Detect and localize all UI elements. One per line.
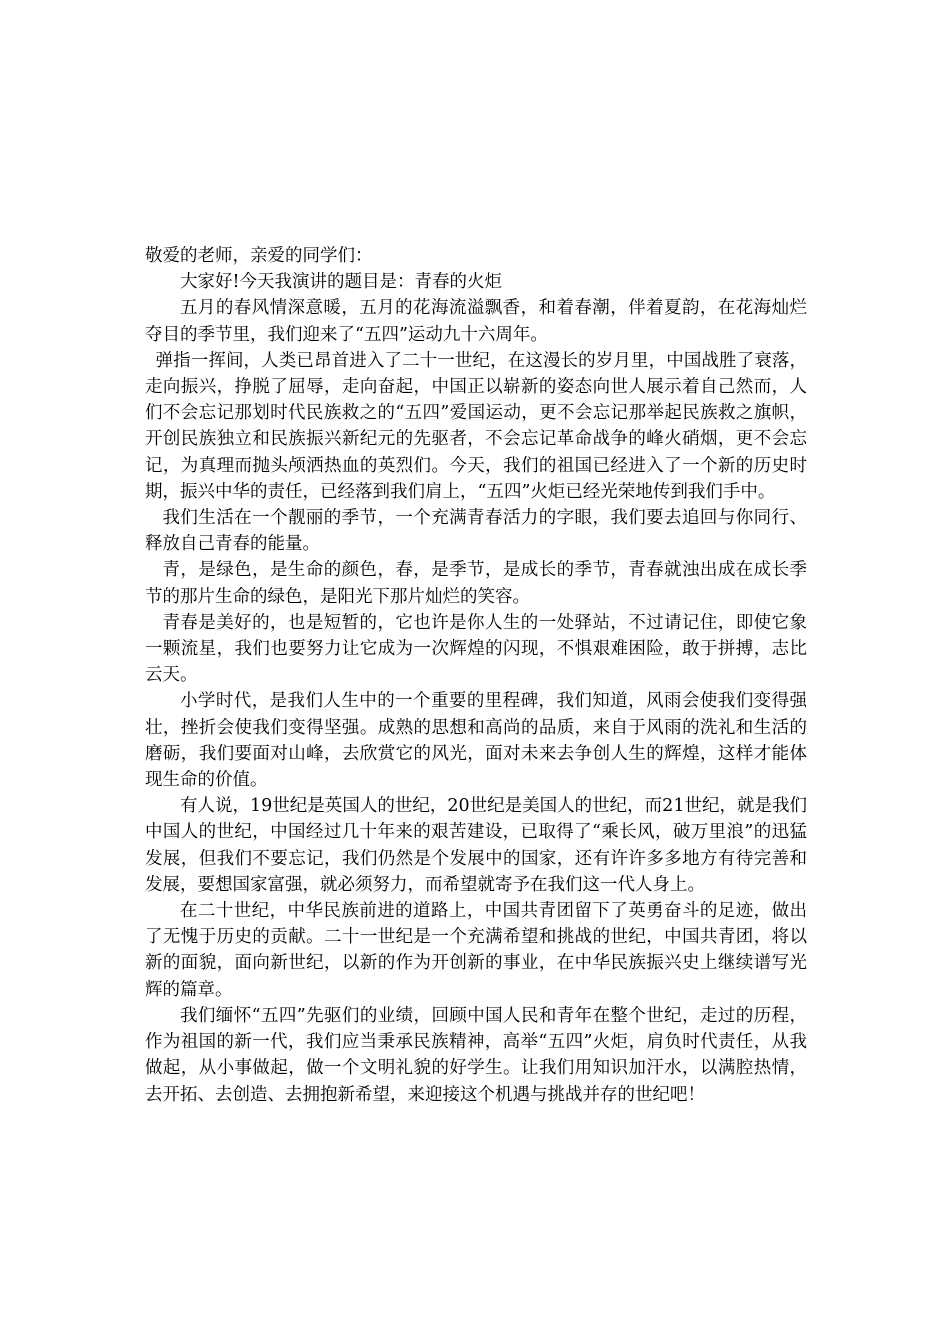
paragraph-conclusion: 我们缅怀“五四”先驱们的业绩，回顾中国人民和青年在整个世纪，走过的历程，作为祖国的新一代，我们应当秉承民族精神，高举“五四”火炬，肩负时代责任，从我做起，从小事做起，做一个文明礼貌的好学生。让我们用知识加汗水，以满腔热情，去开拓、去创造、去拥抱新希望，来迎接这个机遇与挑战并存的世纪吧！: [145, 1005, 807, 1105]
paragraph-may: 五月的春风情深意暖，五月的花海流溢飘香，和着春潮，伴着夏韵，在花海灿烂夺目的季节里，我们迎来了“五四”运动九十六周年。: [145, 298, 807, 345]
paragraph-century: 有人说，19世纪是英国人的世纪，20世纪是美国人的世纪，而21世纪，就是我们中国人的世纪，中国经过几十年来的艰苦建设，已取得了“乘长风，破万里浪”的迅猛发展，但我们不要忘记，我们仍然是个发展中的国家，还有许许多多地方有待完善和发展，要想国家富强，就必须努力，而希望就寄予在我们这一代人身上。: [145, 796, 807, 895]
paragraph-primary-school: 小学时代，是我们人生中的一个重要的里程碑，我们知道，风雨会使我们变得强壮，挫折会使我们变得坚强。成熟的思想和高尚的品质，来自于风雨的洗礼和生活的磨砺，我们要面对山峰，去欣赏它的风光，面对未来去争创人生的辉煌，这样才能体现生命的价值。: [145, 691, 807, 791]
paragraph-history: 弹指一挥间，人类已昂首进入了二十一世纪，在这漫长的岁月里，中国战胜了衰落，走向振兴，挣脱了屈辱，走向奋起，中国正以崭新的姿态向世人展示着自己然而，人们不会忘记那划时代民族救之的“五四”爱国运动，更不会忘记那举起民族救之旗帜，开创民族独立和民族振兴新纪元的先驱者，不会忘记革命战争的峰火硝烟，更不会忘记，为真理而抛头颅洒热血的英烈们。今天，我们的祖国已经进入了一个新的历史时期，振兴中华的责任，已经落到我们肩上，“五四”火炬已经光荣地传到我们手中。: [145, 350, 807, 502]
paragraph-league: 在二十世纪，中华民族前进的道路上，中国共青团留下了英勇奋斗的足迹，做出了无愧于历史的贡献。二十一世纪是一个充满希望和挑战的世纪，中国共青团，将以新的面貌，面向新世纪，以新的作为开创新的事业，在中华民族振兴史上继续谱写光辉的篇章。: [145, 901, 807, 1000]
paragraph-title: 大家好!今天我演讲的题目是：青春的火炬: [180, 272, 503, 293]
paragraph-green: 青，是绿色，是生命的颜色，春，是季节，是成长的季节，青春就浊出成在成长季节的那片生命的绿色，是阳光下那片灿烂的笑容。: [145, 560, 807, 607]
speech-document: [145, 243, 807, 1108]
salutation: 敬爱的老师，亲爱的同学们：: [145, 246, 373, 266]
paragraph-youth: 青春是美好的，也是短暂的，它也许是你人生的一处驿站，不过请记住，即使它象一颗流星，我们也要努力让它成为一次辉煌的闪现，不惧艰难困险，敢于拼搏，志比云天。: [145, 612, 807, 686]
paragraph-season: 我们生活在一个靓丽的季节，一个充满青春活力的字眼，我们要去追回与你同行、释放自己青春的能量。: [145, 508, 807, 555]
